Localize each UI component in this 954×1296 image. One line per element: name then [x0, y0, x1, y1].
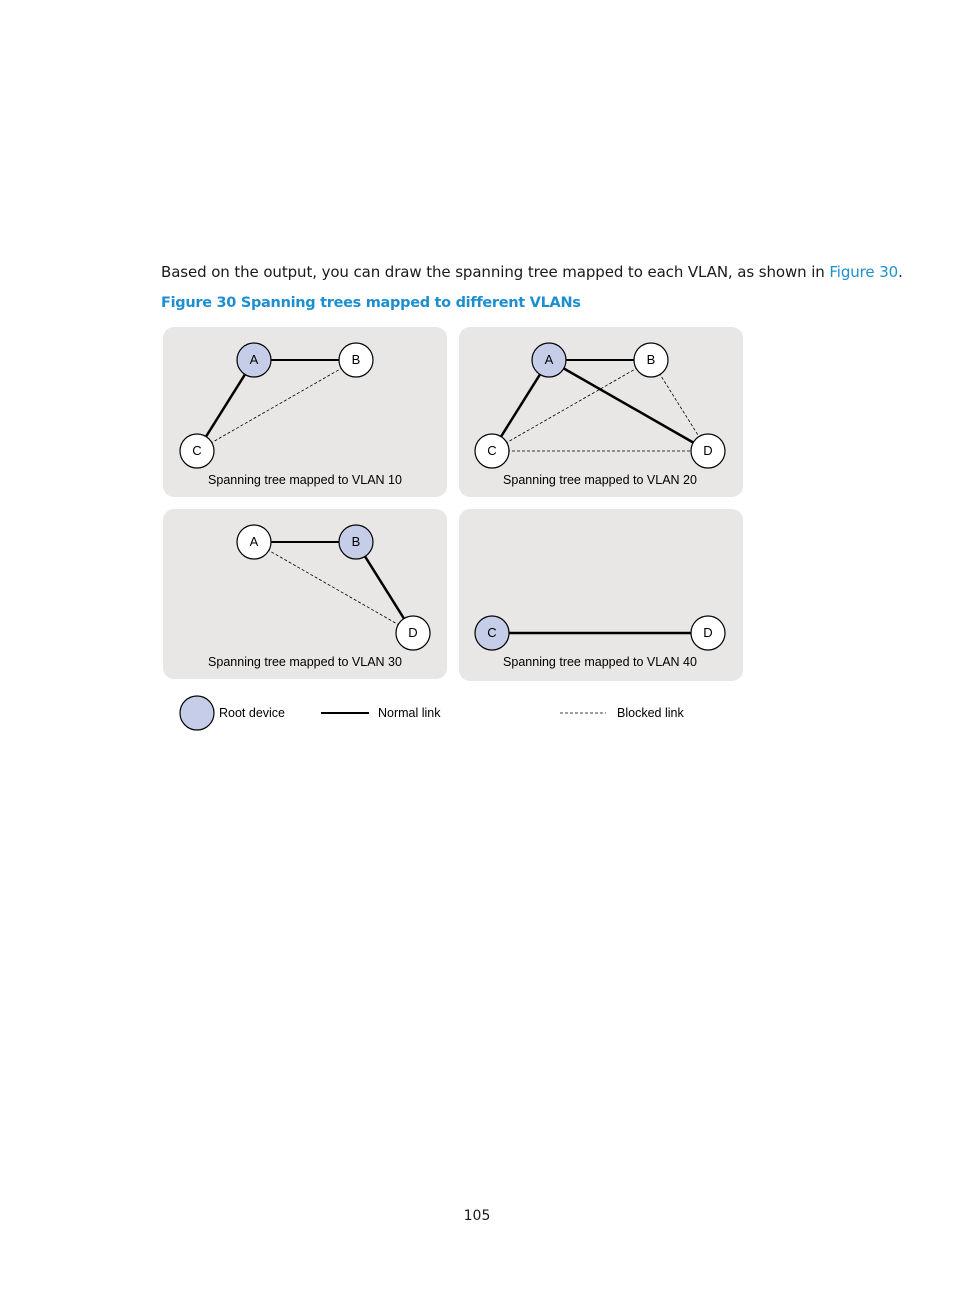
panel-vlan-20-bg	[459, 327, 743, 497]
panel-vlan-10-bg	[163, 327, 447, 497]
node-label: D	[408, 625, 418, 640]
page-number: 105	[463, 1208, 491, 1224]
legend-normal-label: Normal link	[378, 706, 441, 720]
panel-label: Spanning tree mapped to VLAN 40	[503, 655, 697, 669]
root-device-legend-icon	[180, 696, 214, 730]
paragraph-text: Based on the output, you can draw the spanning tree mapped to each VLAN, as shown in	[161, 263, 830, 281]
node-label: D	[703, 625, 713, 640]
panel-label: Spanning tree mapped to VLAN 10	[208, 473, 402, 487]
node-label: A	[249, 352, 259, 367]
node-label: C	[192, 443, 202, 458]
node-label: B	[351, 534, 361, 549]
figure-caption: Figure 30 Spanning trees mapped to different VLANs	[161, 295, 581, 311]
node-label: B	[646, 352, 656, 367]
node-label: B	[351, 352, 361, 367]
node-label: C	[487, 625, 497, 640]
node-label: A	[249, 534, 259, 549]
panel-label: Spanning tree mapped to VLAN 20	[503, 473, 697, 487]
legend-blocked-label: Blocked link	[617, 706, 684, 720]
legend-root-label: Root device	[219, 706, 286, 720]
node-label: C	[487, 443, 497, 458]
legend	[180, 696, 684, 730]
node-label: D	[703, 443, 713, 458]
figure-link[interactable]: Figure 30	[829, 263, 899, 281]
panel-label: Spanning tree mapped to VLAN 30	[208, 655, 402, 669]
node-label: A	[544, 352, 554, 367]
panel-vlan-30-bg	[163, 509, 447, 679]
paragraph-end: .	[898, 263, 903, 281]
